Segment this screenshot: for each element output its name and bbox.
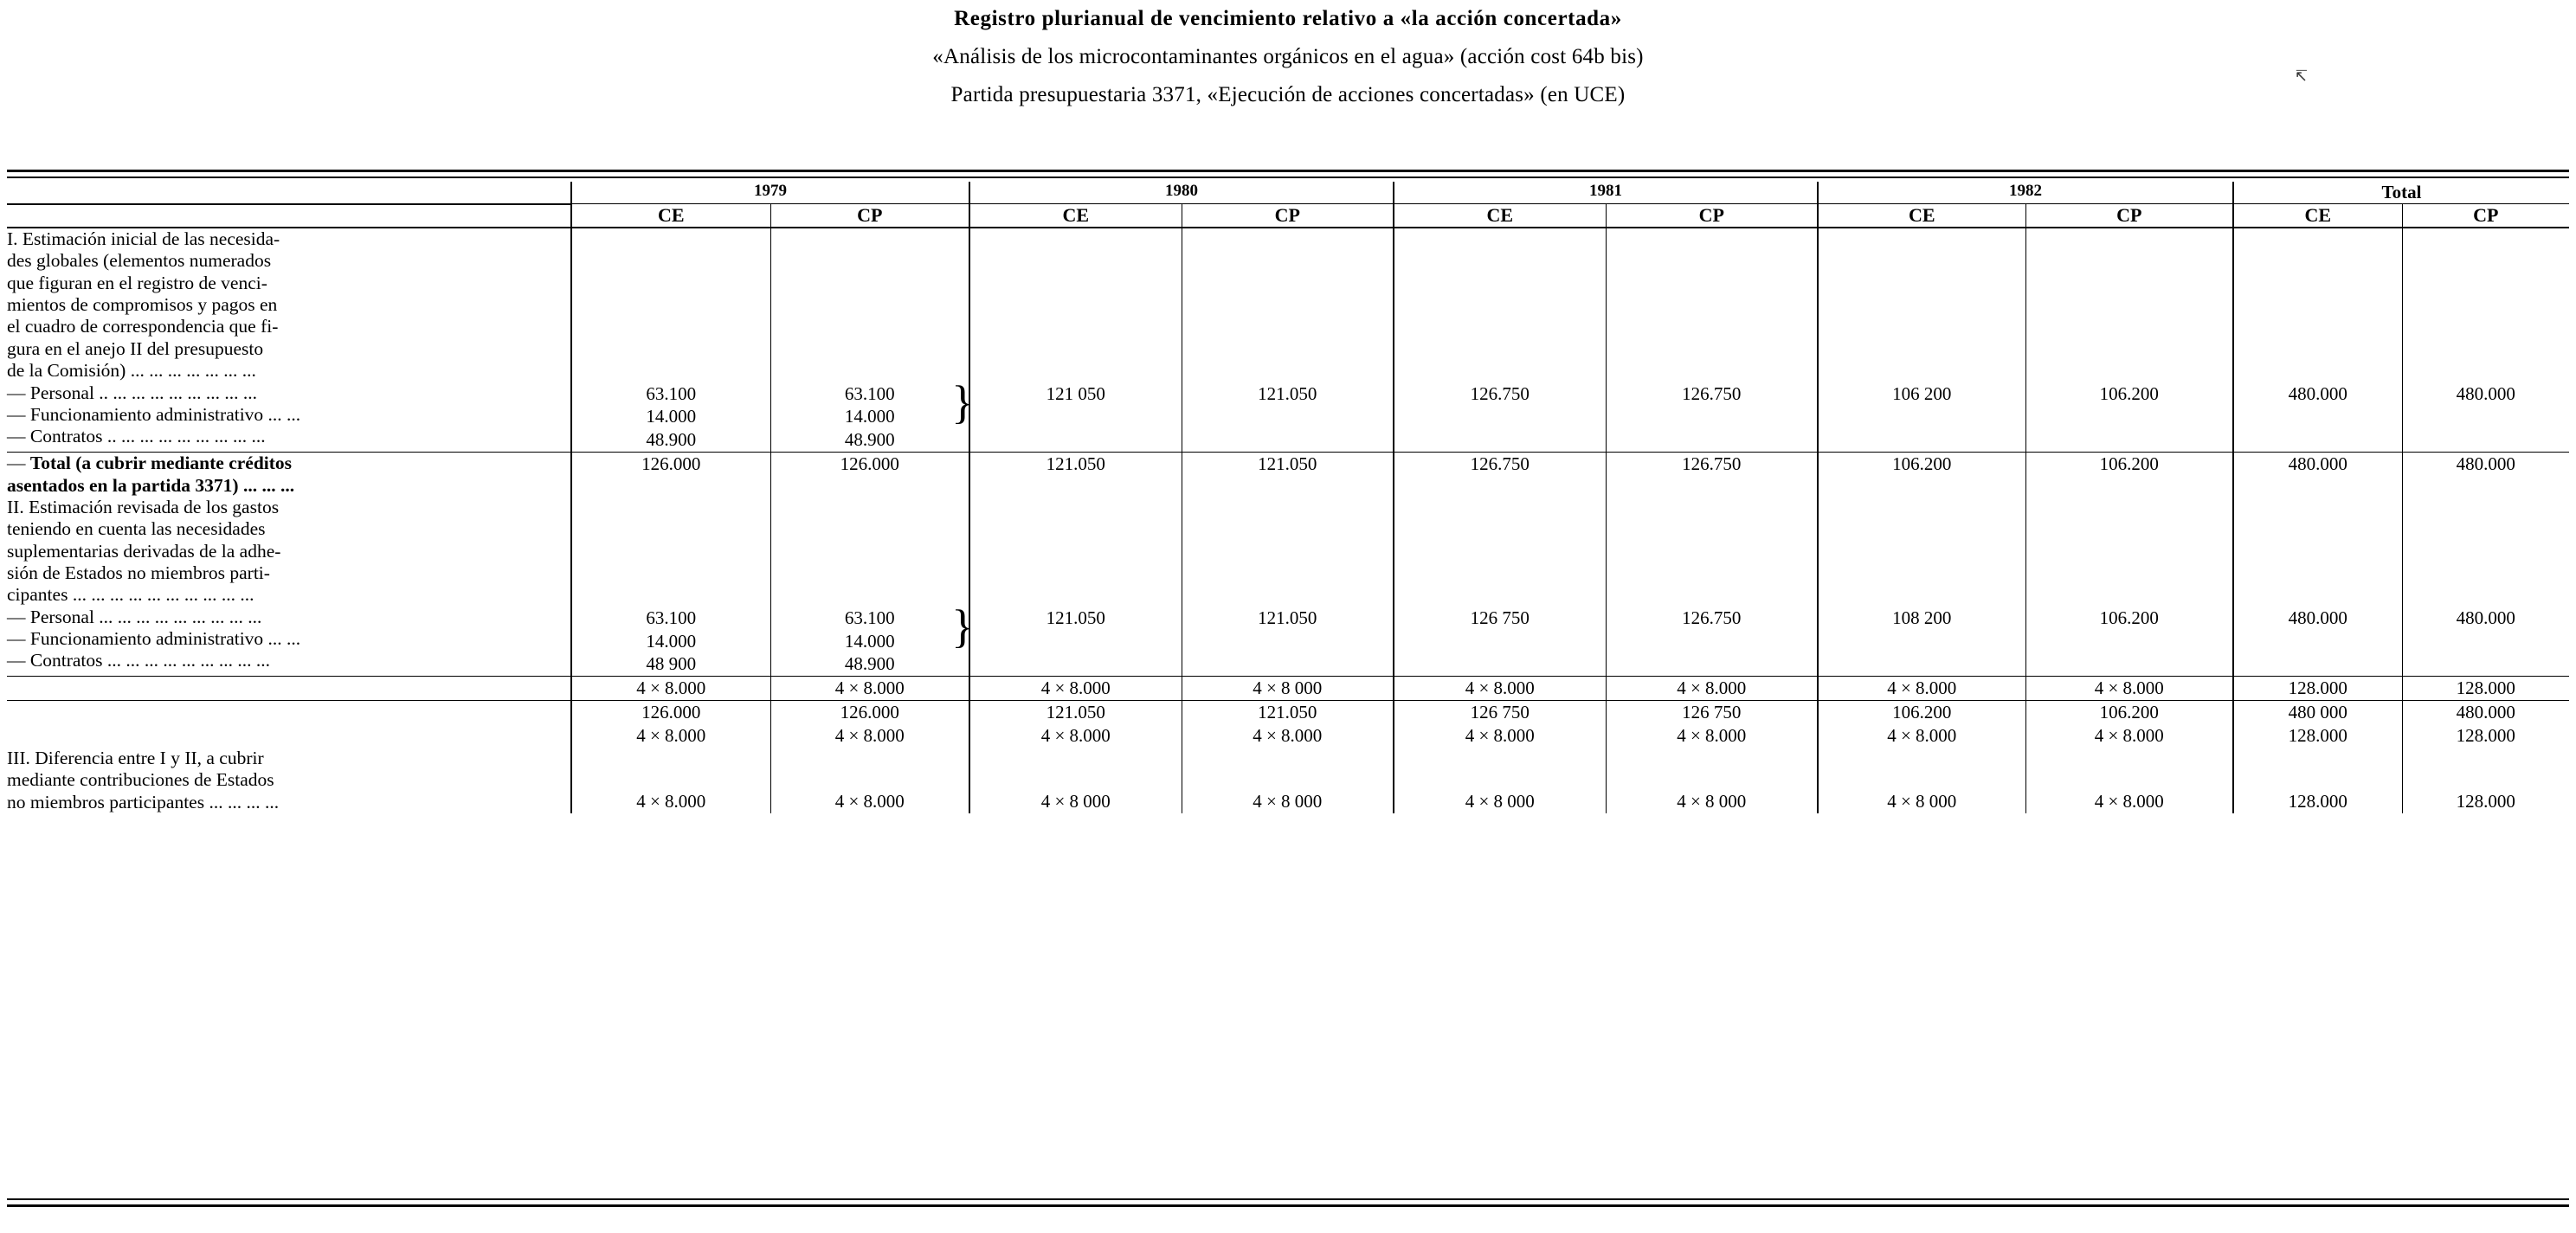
cell-1980-ce: 121 050 bbox=[969, 382, 1182, 453]
header-1979-cp: CP bbox=[770, 204, 969, 228]
cell bbox=[2233, 497, 2402, 607]
cell bbox=[1818, 228, 2025, 382]
cell-1980-cp: 121.050 bbox=[1182, 382, 1394, 453]
cell-1981-cp-2line: 126 750 4 × 8.000 bbox=[1606, 701, 1818, 748]
header-1979-ce: CE bbox=[571, 204, 770, 228]
row-label-ii-adhesion bbox=[7, 677, 571, 701]
header-1981-cp: CP bbox=[1606, 204, 1818, 228]
header-year-1979: 1979 bbox=[571, 182, 969, 204]
header-1982-cp: CP bbox=[2025, 204, 2233, 228]
cell-1979-cp-2line: 126.000 4 × 8.000 bbox=[770, 701, 969, 748]
table-row bbox=[7, 677, 2569, 701]
cell bbox=[1394, 497, 1606, 607]
row-label-section-ii: II. Estimación revisada de los gastos teniendo en cuenta las necesidades suplementarias derivadas de la adhe- sión de Estados no miembros parti- cipantes ... ... ... ... ... ... ... ... ... ... bbox=[7, 496, 281, 606]
header-empty-corner bbox=[7, 182, 571, 204]
cell-1980-ce: 4 × 8 000 bbox=[969, 748, 1182, 813]
cell bbox=[1182, 497, 1394, 607]
cell-1982-ce: 4 × 8.000 bbox=[1818, 677, 2025, 701]
cell-1979-cp: 4 × 8.000 bbox=[770, 677, 969, 701]
cell bbox=[770, 497, 969, 607]
table-header-years bbox=[7, 182, 2569, 204]
cell-1982-cp: 106.200 bbox=[2025, 382, 2233, 453]
cell-1979-ce: 4 × 8.000 bbox=[571, 748, 770, 813]
cell-1979-ce-2line: 126.000 4 × 8.000 bbox=[571, 701, 770, 748]
cell-1981-ce: 126 750 bbox=[1394, 607, 1606, 677]
row-label-section-iii: III. Diferencia entre I y II, a cubrir mediante contribuciones de Estados no miembros participantes ... ... ... ... bbox=[7, 747, 280, 812]
cell bbox=[770, 228, 969, 382]
cell-total-cp: 480.000 bbox=[2402, 607, 2569, 677]
cell-total-cp: 480.000 bbox=[2402, 453, 2569, 497]
cell-1982-ce: 4 × 8 000 bbox=[1818, 748, 2025, 813]
cell-1981-ce: 126.750 bbox=[1394, 453, 1606, 497]
cell-1982-cp: 4 × 8.000 bbox=[2025, 677, 2233, 701]
cell-total-ce: 480.000 bbox=[2233, 382, 2402, 453]
cell-1982-ce: 108 200 bbox=[1818, 607, 2025, 677]
cell bbox=[969, 497, 1182, 607]
table-top-rule-1 bbox=[7, 170, 2569, 172]
cell-total-ce: 480.000 bbox=[2233, 453, 2402, 497]
cell bbox=[2233, 228, 2402, 382]
cell-1982-cp: 106.200 bbox=[2025, 607, 2233, 677]
header-total-cp: CP bbox=[2402, 204, 2569, 228]
table-row bbox=[7, 382, 2569, 453]
cell-1980-ce: 4 × 8.000 bbox=[969, 677, 1182, 701]
header-1980-cp: CP bbox=[1182, 204, 1394, 228]
cell bbox=[1394, 228, 1606, 382]
document-title: Registro plurianual de vencimiento relativo a «la acción concertada» bbox=[954, 7, 1622, 30]
table-row bbox=[7, 748, 2569, 813]
cell-1979-cp-multi: 63.100 14.000 48.900 } bbox=[770, 607, 969, 677]
cell-1981-cp: 126.750 bbox=[1606, 382, 1818, 453]
cell-total-ce: 128.000 bbox=[2233, 677, 2402, 701]
document-subtitle: «Análisis de los microcontaminantes orgánicos en el agua» (acción cost 64b bis) bbox=[932, 45, 1644, 68]
title-block bbox=[0, 0, 2576, 107]
row-label-section-i: I. Estimación inicial de las necesida- des globales (elementos numerados que figuran en el registro de venci- mientos de compromisos y pagos en el cuadro de correspondencia que fi- gura en el anejo II del presupuesto de la Comisión) ... ... ... ... ... ... ... bbox=[7, 228, 280, 382]
header-1982-ce: CE bbox=[1818, 204, 2025, 228]
cell-total-ce-2line: 480 000 128.000 bbox=[2233, 701, 2402, 748]
cell-1981-cp: 4 × 8 000 bbox=[1606, 748, 1818, 813]
cell-1979-cp: 4 × 8.000 bbox=[770, 748, 969, 813]
brace-glyph: } bbox=[951, 600, 974, 652]
header-year-1980: 1980 bbox=[969, 182, 1394, 204]
table-header-cecp bbox=[7, 204, 2569, 228]
cell-1979-ce: 4 × 8.000 bbox=[571, 677, 770, 701]
cell-1982-ce: 106 200 bbox=[1818, 382, 2025, 453]
cell-1980-cp: 4 × 8 000 bbox=[1182, 677, 1394, 701]
margin-mark: ↸ bbox=[2294, 67, 2308, 85]
table-row bbox=[7, 701, 2569, 748]
cell-1979-ce: 126.000 bbox=[571, 453, 770, 497]
cell-1982-ce-2line: 106.200 4 × 8.000 bbox=[1818, 701, 2025, 748]
cell-1981-ce: 126.750 bbox=[1394, 382, 1606, 453]
cell bbox=[571, 497, 770, 607]
budget-table bbox=[7, 182, 2569, 813]
cell-total-cp: 128.000 bbox=[2402, 748, 2569, 813]
cell-1980-ce: 121.050 bbox=[969, 607, 1182, 677]
cell-total-cp: 128.000 bbox=[2402, 677, 2569, 701]
cell-1979-cp: 126.000 bbox=[770, 453, 969, 497]
row-label-i-total: — Total (a cubrir mediante créditos asentados en la partida 3371) ... ... ... bbox=[7, 453, 571, 497]
header-year-1981: 1981 bbox=[1394, 182, 1818, 204]
cell-1982-ce: 106.200 bbox=[1818, 453, 2025, 497]
cell-1980-ce-2line: 121.050 4 × 8.000 bbox=[969, 701, 1182, 748]
cell-1981-cp: 126.750 bbox=[1606, 607, 1818, 677]
document-subtitle-2: Partida presupuestaria 3371, «Ejecución de acciones concertadas» (en UCE) bbox=[950, 83, 1626, 106]
cell-1981-cp: 126.750 bbox=[1606, 453, 1818, 497]
row-label-i-detalle: — Personal .. ... ... ... ... ... ... ... ... — Funcionamiento administrativo ... ... — Contratos .. ... ... ... ... ... ... ... ... bbox=[7, 382, 301, 447]
row-label-ii-total bbox=[7, 701, 571, 748]
table-row bbox=[7, 228, 2569, 382]
cell-1980-ce: 121.050 bbox=[969, 453, 1182, 497]
cell bbox=[2025, 497, 2233, 607]
cell bbox=[2402, 497, 2569, 607]
cell-total-cp-2line: 480.000 128.000 bbox=[2402, 701, 2569, 748]
table-body bbox=[7, 228, 2569, 813]
row-label-ii-detalle: — Personal ... ... ... ... ... ... ... ... ... — Funcionamiento administrativo ... ... — Contratos ... ... ... ... ... ... ... ... ... bbox=[7, 606, 301, 671]
cell-1982-cp-2line: 106.200 4 × 8.000 bbox=[2025, 701, 2233, 748]
cell bbox=[1818, 497, 2025, 607]
cell bbox=[2402, 228, 2569, 382]
table-row bbox=[7, 453, 2569, 497]
table-row bbox=[7, 607, 2569, 677]
cell bbox=[1606, 228, 1818, 382]
cell-1980-cp: 4 × 8 000 bbox=[1182, 748, 1394, 813]
cell bbox=[969, 228, 1182, 382]
cell-1981-cp: 4 × 8.000 bbox=[1606, 677, 1818, 701]
cell-1980-cp: 121.050 bbox=[1182, 453, 1394, 497]
cell-total-ce: 128.000 bbox=[2233, 748, 2402, 813]
cell-1982-cp: 106.200 bbox=[2025, 453, 2233, 497]
cell-1981-ce: 4 × 8.000 bbox=[1394, 677, 1606, 701]
cell-1981-ce-2line: 126 750 4 × 8.000 bbox=[1394, 701, 1606, 748]
header-empty-corner-2 bbox=[7, 204, 571, 228]
cell-1980-cp: 121.050 bbox=[1182, 607, 1394, 677]
table-row bbox=[7, 497, 2569, 607]
header-total: Total bbox=[2233, 182, 2569, 204]
cell-1979-cp-multi: 63.100 14.000 48.900 } bbox=[770, 382, 969, 453]
cell-1982-cp: 4 × 8.000 bbox=[2025, 748, 2233, 813]
cell bbox=[1182, 228, 1394, 382]
cell-1979-ce-multi: 63.100 14.000 48.900 bbox=[571, 382, 770, 453]
cell bbox=[2025, 228, 2233, 382]
header-year-1982: 1982 bbox=[1818, 182, 2233, 204]
cell-total-cp: 480.000 bbox=[2402, 382, 2569, 453]
cell bbox=[571, 228, 770, 382]
cell-total-ce: 480.000 bbox=[2233, 607, 2402, 677]
brace-glyph: } bbox=[951, 376, 974, 428]
cell-1979-ce-multi: 63.100 14.000 48 900 bbox=[571, 607, 770, 677]
cell bbox=[1606, 497, 1818, 607]
header-1980-ce: CE bbox=[969, 204, 1182, 228]
table-top-rule-2 bbox=[7, 177, 2569, 178]
table-bottom-rule-1 bbox=[7, 1198, 2569, 1200]
cell-1981-ce: 4 × 8 000 bbox=[1394, 748, 1606, 813]
cell-1980-cp-2line: 121.050 4 × 8.000 bbox=[1182, 701, 1394, 748]
table-bottom-rule-2 bbox=[7, 1204, 2569, 1207]
header-1981-ce: CE bbox=[1394, 204, 1606, 228]
header-total-ce: CE bbox=[2233, 204, 2402, 228]
